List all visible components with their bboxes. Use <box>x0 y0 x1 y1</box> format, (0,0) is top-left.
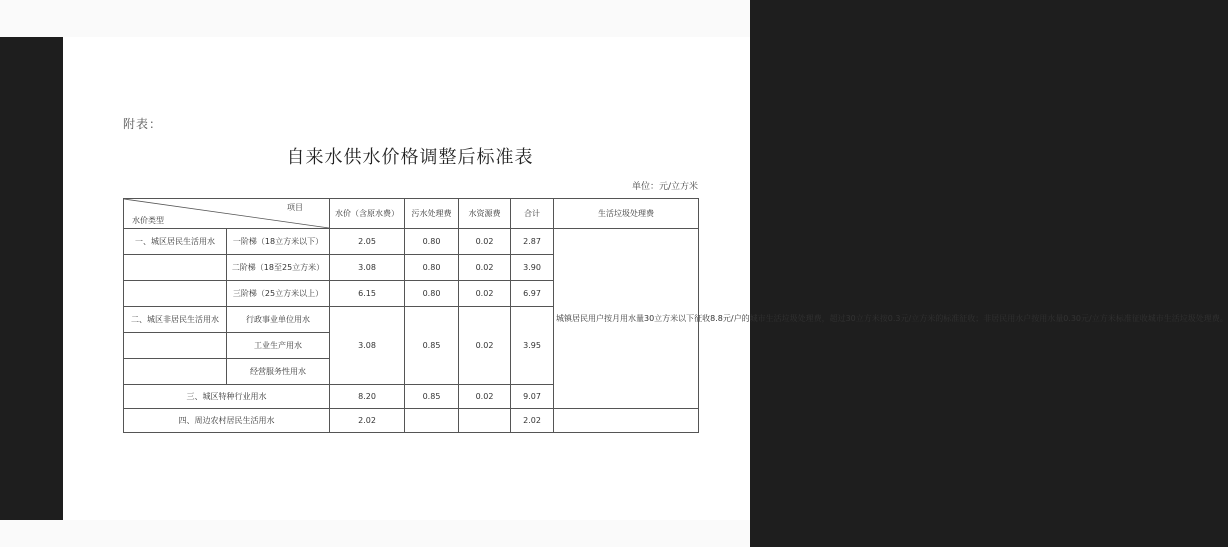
header-item: 项目 <box>287 203 303 212</box>
resource-cell: 0.02 <box>459 255 511 281</box>
price-cell: 3.08 <box>330 307 405 385</box>
annex-label: 附表： <box>123 117 163 131</box>
resource-cell <box>459 409 511 433</box>
header-resource: 水资源费 <box>459 199 511 229</box>
sewage-cell <box>405 409 459 433</box>
sub-admin-label: 行政事业单位用水 <box>227 307 330 333</box>
category-residential: 一、城区居民生活用水 <box>124 229 227 255</box>
header-water-price: 水价（含原水费） <box>330 199 405 229</box>
total-cell: 3.95 <box>511 307 554 385</box>
header-type: 水价类型 <box>132 216 164 225</box>
total-cell: 2.87 <box>511 229 554 255</box>
price-cell: 6.15 <box>330 281 405 307</box>
price-cell: 3.08 <box>330 255 405 281</box>
unit-label: 单位：元/立方米 <box>631 182 698 192</box>
tier-2-label: 二阶梯（18至25立方米） <box>227 255 330 281</box>
document-title: 自来水供水价格调整后标准表 <box>286 147 534 168</box>
total-cell: 9.07 <box>511 385 554 409</box>
resource-cell: 0.02 <box>459 281 511 307</box>
header-sewage: 污水处理费 <box>405 199 459 229</box>
resource-cell: 0.02 <box>459 229 511 255</box>
empty-cell <box>124 359 227 385</box>
category-rural: 四、周边农村居民生活用水 <box>124 409 330 433</box>
sewage-cell: 0.85 <box>405 385 459 409</box>
scan-background-top <box>0 0 750 37</box>
empty-cell <box>124 333 227 359</box>
garbage-fee-note: 城镇居民用户按月用水量30立方米以下征收8.8元/户的城市生活垃圾处理费，超过30立方米按0.3元/立方米的标准征收；非居民用水户按用水量0.30元/立方米标准征收城市生活垃圾处理费。 <box>554 229 699 409</box>
empty-cell <box>554 409 699 433</box>
resource-cell: 0.02 <box>459 385 511 409</box>
total-cell: 6.97 <box>511 281 554 307</box>
sub-service-label: 经营服务性用水 <box>227 359 330 385</box>
sewage-cell: 0.85 <box>405 307 459 385</box>
empty-cell <box>124 281 227 307</box>
table-header-row <box>124 199 699 229</box>
sewage-cell: 0.80 <box>405 255 459 281</box>
header-total: 合计 <box>511 199 554 229</box>
total-cell: 2.02 <box>511 409 554 433</box>
header-garbage: 生活垃圾处理费 <box>554 199 699 229</box>
diagonal-header-cell <box>124 199 330 229</box>
table-row <box>124 409 699 433</box>
price-cell: 8.20 <box>330 385 405 409</box>
tier-1-label: 一阶梯（18立方米以下） <box>227 229 330 255</box>
total-cell: 3.90 <box>511 255 554 281</box>
category-non-residential: 二、城区非居民生活用水 <box>124 307 227 333</box>
sewage-cell: 0.80 <box>405 281 459 307</box>
empty-cell <box>124 255 227 281</box>
price-cell: 2.02 <box>330 409 405 433</box>
price-table <box>123 198 1228 433</box>
category-special: 三、城区特种行业用水 <box>124 385 330 409</box>
resource-cell: 0.02 <box>459 307 511 385</box>
table-row <box>124 229 699 255</box>
sewage-cell: 0.80 <box>405 229 459 255</box>
scan-background-bottom <box>0 520 750 547</box>
tier-3-label: 三阶梯（25立方米以上） <box>227 281 330 307</box>
sub-industrial-label: 工业生产用水 <box>227 333 330 359</box>
price-cell: 2.05 <box>330 229 405 255</box>
